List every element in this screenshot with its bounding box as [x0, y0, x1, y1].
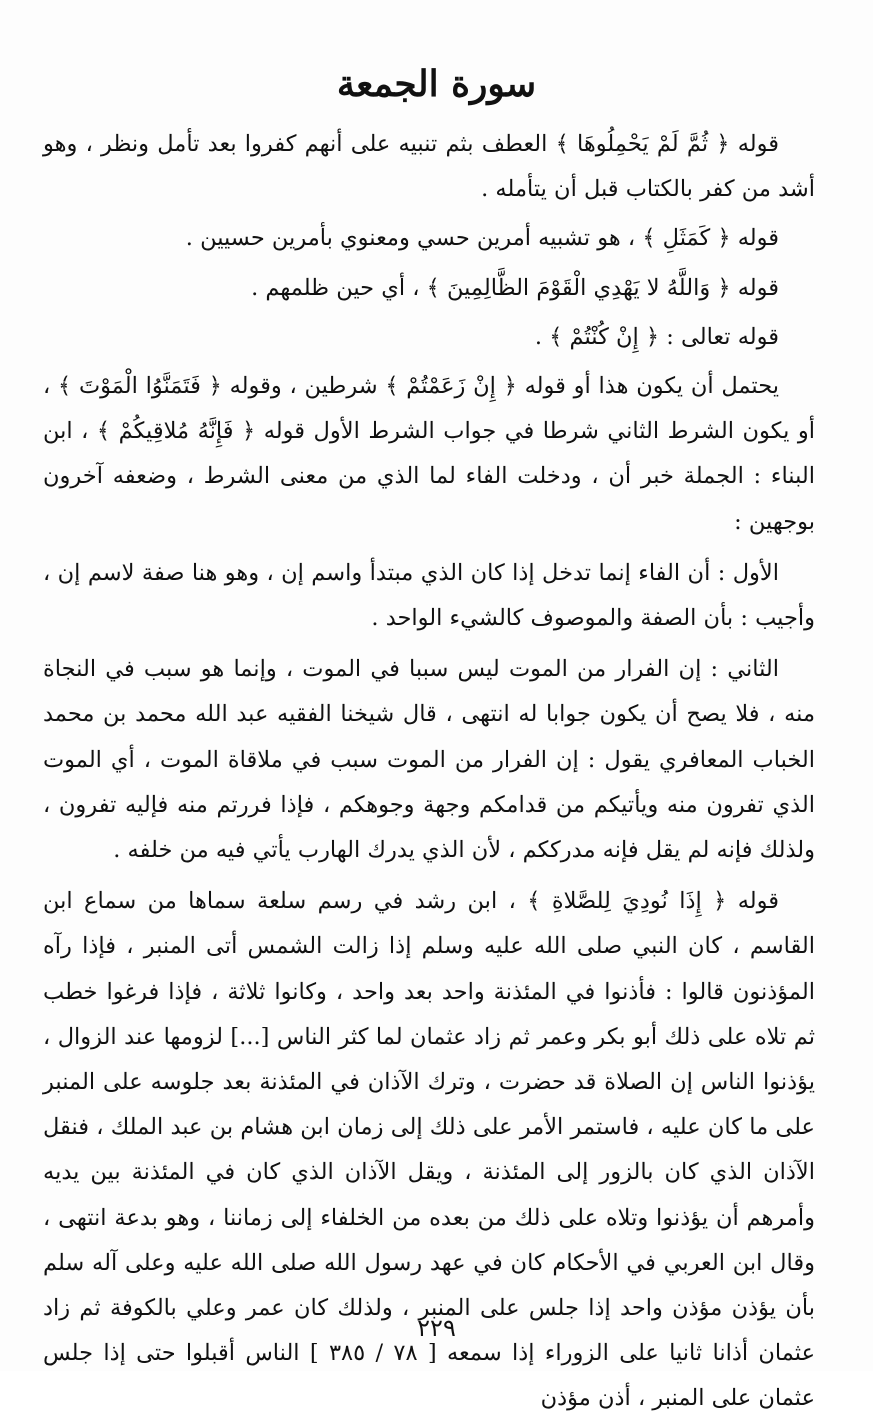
page-title: سورة الجمعة — [336, 63, 537, 105]
paragraph: قوله ﴿ كَمَثَلِ ﴾ ، هو تشبيه أمرين حسي ومعنوي بأمرين حسيين . — [185, 225, 779, 252]
paragraph: قوله تعالى : ﴿ إِنْ كُنْتُمْ ﴾ . — [534, 323, 779, 350]
page-number: ٢٢٩ — [417, 1314, 456, 1342]
body-text — [43, 122, 815, 1422]
paragraph: قوله ﴿ وَاللَّهُ لا يَهْدِي الْقَوْمَ الظَّالِمِينَ ﴾ ، أي حين ظلمهم . — [251, 274, 779, 301]
paragraph: الثاني : إن الفرار من الموت ليس سببا في الموت ، وإنما هو سبب في النجاة منه ، فلا يصح أن يكون جوابا له انتهى ، قال شيخنا الفقيه عبد الله محمد بن محمد الخباب المعافري يقول : إن الفرار من الموت سبب في ملاقاة الموت ، أي الموت الذي تفرون منه ويأتيكم من قدامكم وجهة وجوهكم ، فإذا فررتم منه فإليه تفرون ، ولذلك فإنه لم يقل فإنه مدرككم ، لأن الذي يدرك الهارب يأتي فيه من خلفه . — [43, 656, 815, 864]
paragraph: يحتمل أن يكون هذا أو قوله ﴿ إِنْ زَعَمْتُمْ ﴾ شرطين ، وقوله ﴿ فَتَمَنَّوُا الْمَوْتَ ﴾ ، أو يكون الشرط الثاني شرطا في جواب الشرط الأول قوله ﴿ فَإِنَّهُ مُلاقِيكُمْ ﴾ ، ابن البناء : الجملة خبر أن ، ودخلت الفاء لما الذي من معنى الشرط ، وضعفه آخرون بوجهين : — [43, 373, 815, 535]
paragraph: قوله ﴿ ثُمَّ لَمْ يَحْمِلُوهَا ﴾ العطف بثم تنبيه على أنهم كفروا بعد تأمل ونظر ، وهو أشد من كفر بالكتاب قبل أن يتأمله . — [43, 131, 815, 203]
paragraph: قوله ﴿ إِذَا نُودِيَ لِلصَّلاةِ ﴾ ، ابن رشد في رسم سلعة سماها من سماع ابن القاسم ، كان النبي صلى الله عليه وسلم إذا زالت الشمس أتى المنبر ، فإذا رآه المؤذنون قالوا : فأذنوا في المئذنة واحد بعد واحد ، وكانوا ثلاثة ، فإذا فرغوا خطب ثم تلاه على ذلك أبو بكر وعمر ثم زاد عثمان لما كثر الناس [...] لزومها عند الزوال ، يؤذنوا الناس إن الصلاة قد حضرت ، وترك الآذان في المئذنة بعد جلوسه على المنبر على ما كان عليه ، فاستمر الأمر على ذلك إلى زمان ابن هشام بن عبد الملك ، فنقل الآذان الذي كان بالزور إلى المئذنة ، ويقل الآذان الذي كان في المئذنة بين يديه وأمرهم أن يؤذنوا وتلاه على ذلك من بعده من الخلفاء إلى زماننا ، وهو بدعة انتهى ، وقال ابن العربي في الأحكام كان في عهد رسول الله صلى الله عليه وعلى آله سلم بأن يؤذن مؤذن واحد إذا جلس على المنبر ، ولذلك كان عمر وعلي بالكوفة ثم زاد عثمان أذانا ثانيا على الزوراء إذا سمعه [ ٧٨ / ٣٨٥ ] الناس أقبلوا حتى إذا جلس عثمان على المنبر ، أذن مؤذن — [43, 888, 816, 1412]
paragraph: الأول : أن الفاء إنما تدخل إذا كان الذي مبتدأ واسم إن ، وهو هنا صفة لاسم إن ، وأجيب : بأن الصفة والموصوف كالشيء الواحد . — [43, 559, 815, 632]
